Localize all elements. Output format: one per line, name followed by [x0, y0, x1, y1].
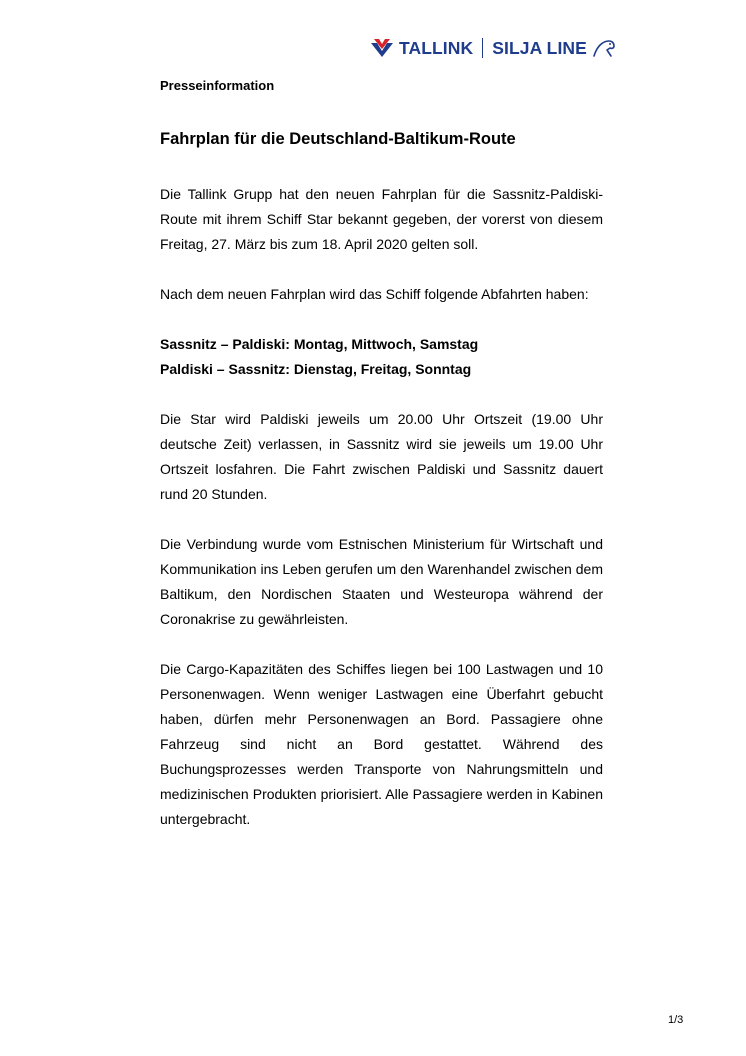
paragraph-intro: Die Tallink Grupp hat den neuen Fahrplan für die Sassnitz-Paldiski-Route mit ihrem Schiff Star bekannt gegeben, der vorerst von diesem Freitag, 27. März bis zum 18. April 2020 gelten soll. — [160, 186, 603, 252]
brand-tallink: TALLINK — [399, 37, 474, 58]
tallink-logo-icon — [370, 38, 394, 58]
paragraph-departure-times: Die Star wird Paldiski jeweils um 20.00 Uhr Ortszeit (19.00 Uhr deutsche Zeit) verlassen, in Sassnitz wird sie jeweils um 19.00 Uhr Ortszeit losfahren. Die Fahrt zwischen Paldiski und Sassnitz dauert rund 20 Stunden. — [160, 411, 603, 502]
brand-separator — [482, 38, 483, 58]
seal-icon — [593, 38, 615, 58]
document-label: Presseinformation — [160, 78, 275, 93]
paragraph-schedule-intro: Nach dem neuen Fahrplan wird das Schiff folgende Abfahrten haben: — [160, 286, 589, 302]
document-body — [160, 182, 603, 857]
brand-logo — [370, 34, 650, 62]
paragraph-cargo: Die Cargo-Kapazitäten des Schiffes liegen bei 100 Lastwagen und 10 Personenwagen. Wenn weniger Lastwagen eine Überfahrt gebucht haben, dürfen mehr Personenwagen an Bord. Passagiere ohne Fahrzeug sind nicht an Bord gestattet. Während des Buchungsprozesses werden Transporte von Nahrungsmitteln und medizinischen Produkten priorisiert. Alle Passagiere werden in Kabinen untergebracht. — [160, 661, 603, 827]
page-number: 1/3 — [668, 1014, 684, 1026]
schedule-line-sassnitz-paldiski: Sassnitz – Paldiski: Montag, Mittwoch, Samstag — [160, 336, 479, 352]
brand-silja-line: SILJA LINE — [492, 37, 587, 58]
page-title: Fahrplan für die Deutschland-Baltikum-Route — [160, 130, 516, 148]
schedule-line-paldiski-sassnitz: Paldiski – Sassnitz: Dienstag, Freitag, Sonntag — [160, 361, 472, 377]
paragraph-ministry: Die Verbindung wurde vom Estnischen Ministerium für Wirtschaft und Kommunikation ins Leben gerufen um den Warenhandel zwischen dem Baltikum, den Nordischen Staaten und Westeuropa während der Coronakrise zu gewährleisten. — [160, 536, 603, 627]
